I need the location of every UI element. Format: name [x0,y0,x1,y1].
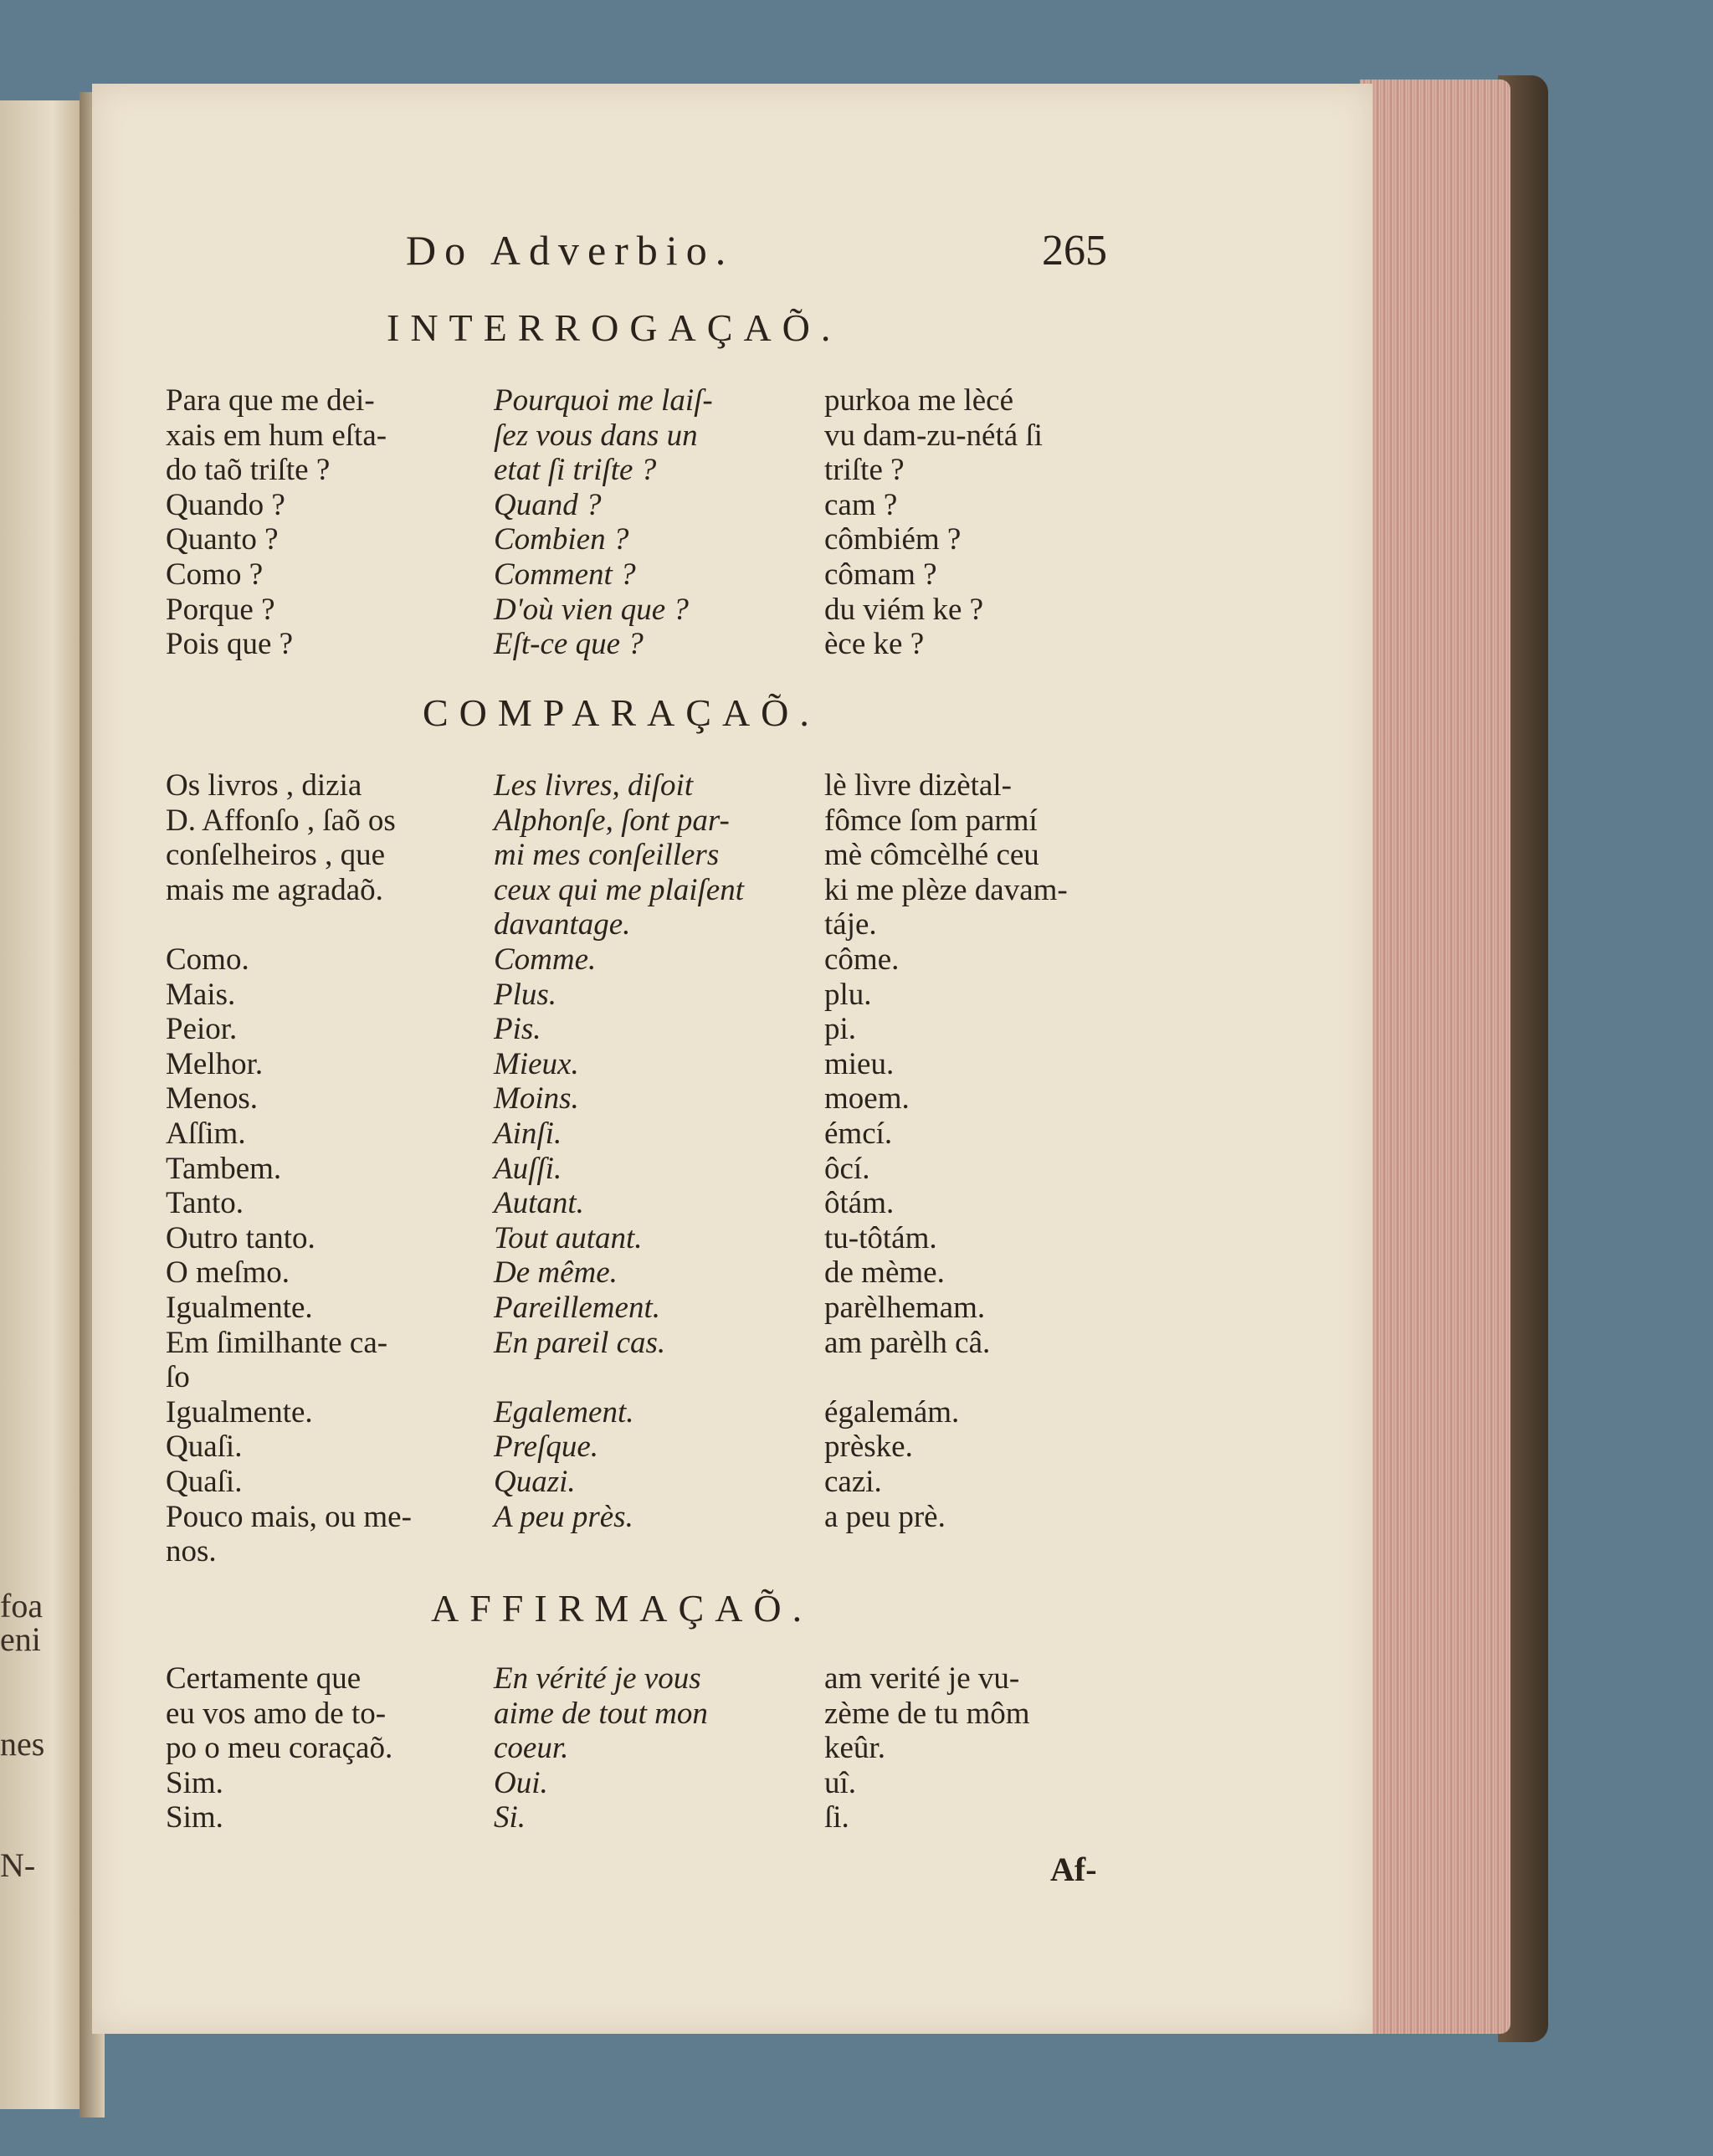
pronunciation-cell: èce ke ? [824,627,925,661]
left-fragment: nes [0,1725,45,1763]
french-cell: etat ſi triſte ? [494,453,657,487]
french-cell: ſez vous dans un [494,418,698,453]
french-cell: Si. [494,1800,526,1835]
portuguese-cell: mais me agradaõ. [166,873,383,907]
french-cell: Plus. [494,978,557,1012]
portuguese-cell: Quaſi. [166,1465,243,1499]
portuguese-cell: Igualmente. [166,1291,313,1325]
pronunciation-cell: ôcí. [824,1152,870,1186]
pronunciation-cell: pi. [824,1012,857,1046]
portuguese-cell: po o meu coraçaõ. [166,1731,393,1765]
portuguese-cell: xais em hum eſta- [166,418,387,453]
pronunciation-cell: fômce ſom parmí [824,803,1038,838]
portuguese-cell: Peior. [166,1012,238,1046]
portuguese-cell: Porque ? [166,593,275,627]
french-cell: Les livres, diſoit [494,768,694,803]
portuguese-cell: D. Affonſo , ſaõ os [166,803,396,838]
portuguese-cell: Aſſim. [166,1116,246,1151]
french-cell: Pis. [494,1012,541,1046]
portuguese-cell: Certamente que [166,1661,362,1696]
portuguese-cell: Como. [166,942,249,977]
french-cell: Combien ? [494,522,629,557]
pronunciation-cell: triſte ? [824,453,905,487]
left-fragment: N- [0,1846,36,1884]
pronunciation-cell: cazi. [824,1465,882,1499]
pronunciation-cell: am verité je vu- [824,1661,1020,1696]
pronunciation-cell: vu dam-zu-nétá ſi [824,418,1043,453]
french-cell: En vérité je vous [494,1661,701,1696]
section-title-affirmacao: AFFIRMAÇAÕ. [431,1587,813,1630]
pronunciation-cell: émcí. [824,1116,893,1151]
portuguese-cell: O meſmo. [166,1255,290,1290]
portuguese-cell: Menos. [166,1081,258,1116]
catchword: Af- [1050,1851,1097,1888]
french-cell: Quand ? [494,488,602,522]
portuguese-cell: Como ? [166,557,264,592]
pronunciation-cell: ki me plèze davam- [824,873,1068,907]
page-block-edge [1360,80,1510,2034]
portuguese-cell: Igualmente. [166,1395,313,1430]
pronunciation-cell: parèlhemam. [824,1291,986,1325]
french-cell: Egalement. [494,1395,634,1430]
french-cell: ceux qui me plaiſent [494,873,744,907]
pronunciation-cell: zème de tu môm [824,1697,1030,1731]
pronunciation-cell: prèske. [824,1430,913,1464]
pronunciation-cell: du viém ke ? [824,593,984,627]
pronunciation-cell: táje. [824,907,877,942]
french-cell: Pareillement. [494,1291,660,1325]
pronunciation-cell: lè lìvre dizètal- [824,768,1012,803]
pronunciation-cell: côme. [824,942,900,977]
french-cell: De même. [494,1255,618,1290]
pronunciation-cell: mè cômcèlhé ceu [824,838,1039,872]
pronunciation-cell: égalemám. [824,1395,960,1430]
portuguese-cell: Melhor. [166,1047,264,1081]
pronunciation-cell: a peu prè. [824,1500,946,1534]
portuguese-cell: Quaſi. [166,1430,243,1464]
pronunciation-cell: de mème. [824,1255,945,1290]
french-cell: Auſſi. [494,1152,562,1186]
section-title-comparacao: COMPARAÇAÕ. [423,691,820,734]
french-cell: Tout autant. [494,1221,643,1255]
portuguese-cell: Para que me dei- [166,383,375,418]
pronunciation-cell: ſi. [824,1800,849,1835]
portuguese-cell: Pouco mais, ou me- [166,1500,412,1534]
french-cell: Comme. [494,942,597,977]
page-number: 265 [1042,227,1107,275]
portuguese-cell: Em ſimilhante ca- [166,1326,388,1360]
portuguese-cell: Quanto ? [166,522,279,557]
pronunciation-cell: ôtám. [824,1186,895,1220]
pronunciation-cell: mieu. [824,1047,895,1081]
pronunciation-cell: keûr. [824,1731,885,1765]
pronunciation-cell: plu. [824,978,872,1012]
left-page-edge [0,100,88,2109]
french-cell: Oui. [494,1766,548,1800]
portuguese-cell: Tanto. [166,1186,244,1220]
left-fragment: eni [0,1620,41,1658]
portuguese-cell: do taõ triſte ? [166,453,331,487]
french-cell: Quazi. [494,1465,576,1499]
left-fragment: foa [0,1587,44,1625]
pronunciation-cell: am parèlh câ. [824,1326,991,1360]
portuguese-cell: Tambem. [166,1152,282,1186]
pronunciation-cell: tu-tôtám. [824,1221,937,1255]
portuguese-cell: Quando ? [166,488,285,522]
pronunciation-cell: cômbiém ? [824,522,962,557]
french-cell: Mieux. [494,1047,579,1081]
pronunciation-cell: cam ? [824,488,898,522]
french-cell: davantage. [494,907,631,942]
portuguese-cell: Sim. [166,1800,223,1835]
pronunciation-cell: purkoa me lècé [824,383,1013,418]
pronunciation-cell: uî. [824,1766,857,1800]
portuguese-cell: Pois que ? [166,627,294,661]
running-head: Do Adverbio. [406,227,735,274]
pronunciation-cell: cômam ? [824,557,937,592]
french-cell: Alphonſe, ſont par- [494,803,730,838]
pronunciation-cell: moem. [824,1081,910,1116]
portuguese-cell: eu vos amo de to- [166,1697,387,1731]
portuguese-cell: Os livros , dizia [166,768,362,803]
french-cell: aime de tout mon [494,1697,708,1731]
french-cell: Moins. [494,1081,579,1116]
french-cell: coeur. [494,1731,569,1765]
french-cell: Comment ? [494,557,636,592]
portuguese-cell: Mais. [166,978,236,1012]
french-cell: Eſt-ce que ? [494,627,644,661]
section-title-interrogacao: INTERROGAÇAÕ. [387,306,842,349]
portuguese-cell: Outro tanto. [166,1221,315,1255]
portuguese-cell: conſelheiros , que [166,838,385,872]
french-cell: Ainſi. [494,1116,562,1151]
portuguese-cell: nos. [166,1534,217,1568]
french-cell: mi mes conſeillers [494,838,720,872]
french-cell: D'où vien que ? [494,593,689,627]
french-cell: Preſque. [494,1430,599,1464]
french-cell: Autant. [494,1186,584,1220]
portuguese-cell: Sim. [166,1766,223,1800]
french-cell: En pareil cas. [494,1326,666,1360]
french-cell: A peu près. [494,1500,633,1534]
portuguese-cell: ſo [166,1360,190,1394]
french-cell: Pourquoi me laiſ- [494,383,713,418]
